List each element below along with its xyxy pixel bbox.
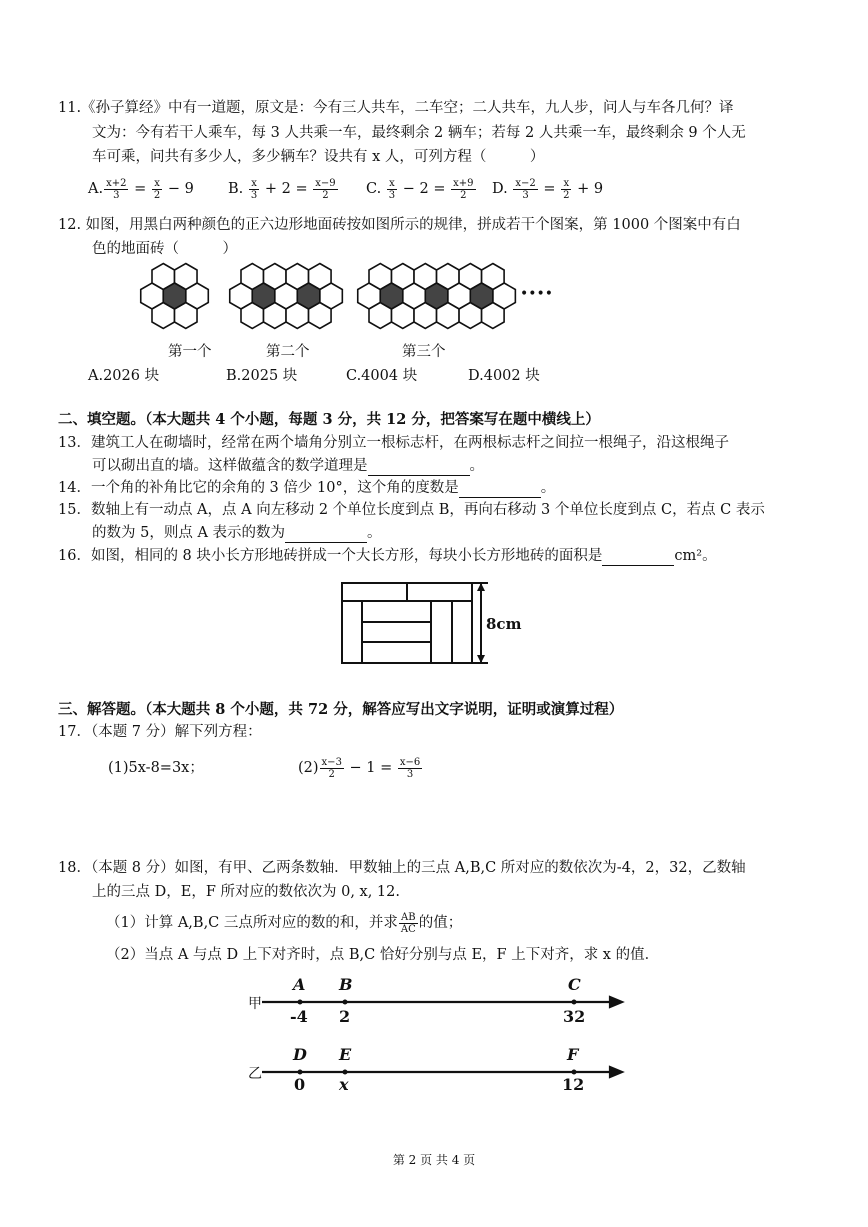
caption-third: 第三个 [402, 344, 446, 360]
q17-part2: (2) $\frac{x-3}{2}$ − 1 = $\frac{x-6}{3}$ [298, 756, 421, 780]
q17: 17．（本题 7 分）解下列方程： [58, 724, 262, 740]
point-b-label: B [339, 975, 353, 994]
dimension-label: 8cm [486, 615, 522, 633]
point-f-value: 12 [562, 1075, 585, 1094]
q16: 16．如图，相同的 8 块小长方形地砖拼成一个大长方形，每块小长方形地砖的面积是 cm²。 [58, 548, 717, 564]
point-d-value: 0 [294, 1075, 306, 1094]
point-e-value: x [339, 1075, 349, 1094]
q18-part1: （1）计算 A,B,C 三点所对应的数的和，并求 $\frac{AB}{AC}$ 的值； [106, 911, 463, 935]
hexagon-ellipsis: •••• [520, 286, 554, 302]
q11-option-b: B. $\frac{x}{3}$ + 2 = $\frac{x-9}{2}$ [228, 177, 336, 201]
q18-line2: 上的三点 D，E，F 所对应的数依次为 0, x, 12. [92, 884, 400, 900]
q15-line2: 的数为 5，则点 A 表示的数为 。 [92, 525, 382, 541]
section2-title: 二、填空题。（本大题共 4 个小题，每题 3 分，共 12 分，把答案写在题中横线上） [58, 411, 600, 428]
point-f-label: F [567, 1045, 579, 1064]
q12-option-b: B.2025 块 [226, 368, 298, 384]
black-hexagon-tile [252, 283, 275, 309]
point-d-label: D [293, 1045, 307, 1064]
point-a-value: -4 [290, 1007, 308, 1026]
black-hexagon-tile [470, 283, 493, 309]
q11-line1: 11.《孙子算经》中有一道题，原文是：今有三人共车，二车空；二人共车，九人步，问人与车各几何？译 [58, 100, 734, 116]
q12-option-a: A.2026 块 [88, 368, 160, 384]
q17-part1: (1)5x-8=3x； [108, 760, 204, 776]
caption-first: 第一个 [168, 344, 212, 360]
caption-second: 第二个 [266, 344, 310, 360]
q11-line3: 车可乘，问共有多少人，多少辆车？设共有 x 人，可列方程（ ） [92, 149, 545, 165]
page-footer: 第 2 页 共 4 页 [392, 1153, 476, 1167]
q18-part2: （2）当点 A 与点 D 上下对齐时，点 B,C 恰好分别与点 E，F 上下对齐，求 x 的值． [106, 947, 660, 963]
point-b-value: 2 [339, 1007, 351, 1026]
q11-option-a: A. $\frac{x+2}{3}$ = $\frac{x}{2}$ − 9 [88, 177, 194, 201]
number-lines-figure [250, 970, 630, 1095]
q12-option-c: C.4004 块 [346, 368, 418, 384]
q12-option-d: D.4002 块 [468, 368, 540, 384]
axis2-name: 乙 [248, 1066, 262, 1082]
black-hexagon-tile [380, 283, 403, 309]
axis1-name: 甲 [248, 996, 262, 1012]
black-hexagon-tile [425, 283, 448, 309]
q14: 14．一个角的补角比它的余角的 3 倍少 10°，这个角的度数是 。 [58, 480, 556, 496]
black-hexagon-tile [297, 283, 320, 309]
q13-line1: 13．建筑工人在砌墙时，经常在两个墙角分别立一根标志杆，在两根标志杆之间拉一根绳子，沿这根绳子 [58, 435, 729, 451]
q18-line1: 18．（本题 8 分）如图，有甲、乙两条数轴．甲数轴上的三点 A,B,C 所对应的数依次为-4，2，32，乙数轴 [58, 860, 746, 876]
point-c-value: 32 [563, 1007, 586, 1026]
q11-option-c: C. $\frac{x}{3}$ − 2 = $\frac{x+9}{2}$ [366, 177, 474, 201]
q12-line2: 色的地面砖（ ） [92, 241, 237, 257]
point-a-label: A [293, 975, 306, 994]
q11-option-d: D. $\frac{x-2}{3}$ = $\frac{x}{2}$ + 9 [492, 177, 604, 201]
rectangle-tile-figure [336, 578, 536, 668]
q13-line2: 可以砌出直的墙。这样做蕴含的数学道理是 。 [92, 458, 484, 474]
q11-line2: 文为：今有若干人乘车，每 3 人共乘一车，最终剩余 2 辆车；若每 2 人共乘一车，最终剩余 9 个人无 [92, 125, 746, 141]
black-hexagon-tile [163, 283, 186, 309]
q12-line1: 12. 如图，用黑白两种颜色的正六边形地面砖按如图所示的规律，拼成若干个图案，第 1000 个图案中有白 [58, 217, 741, 233]
point-c-label: C [568, 975, 581, 994]
q15-line1: 15．数轴上有一动点 A，点 A 向左移动 2 个单位长度到点 B，再向右移动 3 个单位长度到点 C，若点 C 表示 [58, 502, 765, 518]
point-e-label: E [339, 1045, 352, 1064]
hexagon-pattern-figure [140, 262, 560, 342]
section3-title: 三、解答题。（本大题共 8 个小题，共 72 分，解答应写出文字说明，证明或演算过程） [58, 701, 624, 718]
